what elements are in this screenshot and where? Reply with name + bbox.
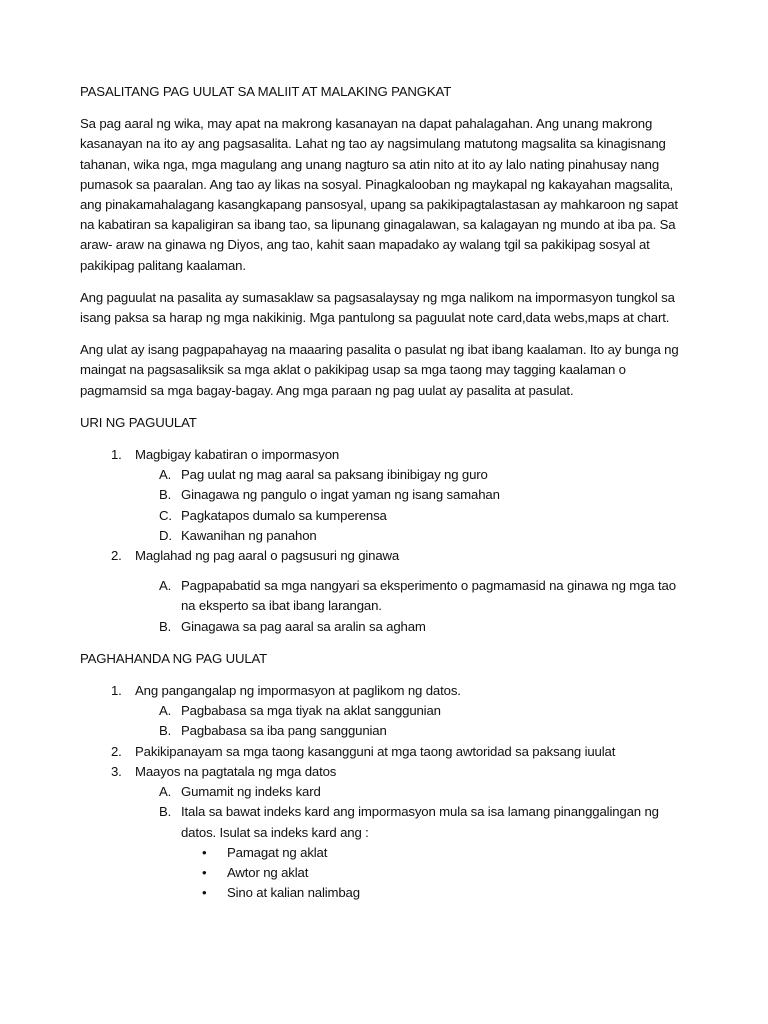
sub-list-item: [135, 782, 688, 802]
section-heading-uri: URI NG PAGUULAT: [80, 414, 197, 430]
lettered-list: [135, 576, 688, 637]
sub-list-item-text: Pagbabasa sa mga tiyak na aklat sanggunian: [181, 703, 441, 719]
sub-list-item: [135, 721, 688, 741]
list-letter: A.: [159, 578, 172, 594]
document-title: PASALITANG PAG UULAT SA MALIIT AT MALAKING PANGKAT: [80, 84, 452, 99]
bullet-item-text: Awtor ng aklat: [227, 864, 309, 880]
list-letter: A.: [159, 784, 172, 800]
sub-list-item-text: Ginagawa sa pag aaral sa aralin sa agham: [181, 618, 426, 634]
bullet-list: [181, 843, 688, 904]
sub-list-item-text: Itala sa bawat indeks kard ang impormasyon mula sa isa lamang pinanggalingan ng datos. Isulat sa indeks kard ang :: [181, 804, 659, 840]
list-letter: A.: [159, 467, 172, 483]
bullet-item: [181, 883, 688, 903]
sub-list-item: [135, 465, 688, 485]
bullet-item: [181, 863, 688, 883]
bullet-item-text: Pamagat ng aklat: [227, 844, 328, 860]
sub-list-item: [135, 617, 688, 637]
list-item-text: Magbigay kabatiran o impormasyon: [135, 447, 340, 463]
list-item-text: Maglahad ng pag aaral o pagsusuri ng ginawa: [135, 548, 400, 564]
paragraph-report-definition: Ang ulat ay isang pagpapahayag na maaaring pasalita o pasulat ng ibat ibang kaalaman. Ito ay bunga ng maingat na pagsasaliksik sa mga aklat o pakikipag usap sa mga taong may tagging kaalaman o pagmamsid sa mga bagay-bagay. Ang mga paraan ng pag uulat ay pasalita at pasulat.: [80, 342, 679, 398]
sub-list-item-text: Gumamit ng indeks kard: [181, 784, 321, 800]
list-letter: B.: [159, 487, 172, 503]
list-letter: D.: [159, 527, 172, 543]
list-letter: A.: [159, 703, 172, 719]
list-item-text: Ang pangangalap ng impormasyon at paglikom ng datos.: [135, 683, 461, 699]
list-number: 1.: [111, 447, 122, 463]
list-item: [80, 742, 688, 762]
list-letter: B.: [159, 618, 172, 634]
sub-list-item: [135, 526, 688, 546]
sub-list-item-text: Pagbabasa sa iba pang sanggunian: [181, 723, 387, 739]
numbered-list-paghahanda: [80, 681, 688, 903]
lettered-list: [135, 701, 688, 741]
document-page: [80, 82, 688, 915]
bullet-item-text: Sino at kalian nalimbag: [227, 885, 360, 901]
sub-list-item-text: Ginagawa ng pangulo o ingat yaman ng isang samahan: [181, 487, 500, 503]
sub-list-item-text: Kawanihan ng panahon: [181, 527, 317, 543]
list-number: 1.: [111, 683, 122, 699]
sub-list-item: [135, 485, 688, 505]
sub-list-item: [135, 576, 688, 616]
list-letter: B.: [159, 723, 172, 739]
list-number: 2.: [111, 743, 122, 759]
lettered-list: [135, 465, 688, 546]
list-letter: B.: [159, 804, 172, 820]
list-item-text: Maayos na pagtatala ng mga datos: [135, 763, 337, 779]
bullet-item: [181, 843, 688, 863]
bullet-icon: •: [202, 844, 207, 860]
sub-list-item: [135, 701, 688, 721]
bullet-icon: •: [202, 885, 207, 901]
bullet-icon: •: [202, 864, 207, 880]
list-number: 3.: [111, 763, 122, 779]
lettered-list: [135, 782, 688, 903]
paragraph-intro: Sa pag aaral ng wika, may apat na makrong kasanayan na dapat pahalagahan. Ang unang makrong kasanayan na ito ay ang pagsasalita. Lahat ng tao ay nagsimulang matutong magsalita sa kinagisnang tahanan, wika nga, mga magulang ang unang nagturo sa atin nito at ito ay lalo nating pinahusay nang pumasok sa paaralan. Ang tao ay likas na sosyal. Pinagkalooban ng maykapal ng kakayahan magsalita, ang pinakamahalagang kasangkapang pansosyal, upang sa pakikipagtalastasan ay mahkaroon ng sapat na kabatiran sa kapaligiran sa ibang tao, sa lipunang ginagalawan, sa kalagayan ng mundo at iba pa. Sa araw- araw na ginawa ng Diyos, ang tao, kahit saan mapadako ay walang tgil sa pakikipag sosyal at pakikipag palitang kaalaman.: [80, 116, 678, 273]
paragraph-oral-report: Ang paguulat na pasalita ay sumasaklaw sa pagsasalaysay ng mga nalikom na impormasyon tungkol sa isang paksa sa harap ng mga nakikinig. Mga pantulong sa paguulat note card,data webs,maps at chart.: [80, 289, 675, 326]
list-item: [80, 445, 688, 546]
list-number: 2.: [111, 548, 122, 564]
numbered-list-uri: [80, 445, 688, 637]
sub-list-item-text: Pagpapabatid sa mga nangyari sa eksperimento o pagmamasid na ginawa ng mga tao na eksperto sa ibat ibang larangan.: [181, 578, 676, 614]
sub-list-item-text: Pag uulat ng mag aaral sa paksang ibinibigay ng guro: [181, 467, 488, 483]
sub-list-item: [135, 802, 688, 903]
sub-list-item-text: Pagkatapos dumalo sa kumperensa: [181, 507, 387, 523]
list-item: [80, 762, 688, 903]
sub-list-item: [135, 506, 688, 526]
list-item-text: Pakikipanayam sa mga taong kasangguni at mga taong awtoridad sa paksang iuulat: [135, 743, 616, 759]
list-item: [80, 681, 688, 742]
section-heading-paghahanda: PAGHAHANDA NG PAG UULAT: [80, 650, 268, 666]
list-letter: C.: [159, 507, 172, 523]
list-item: [80, 546, 688, 637]
